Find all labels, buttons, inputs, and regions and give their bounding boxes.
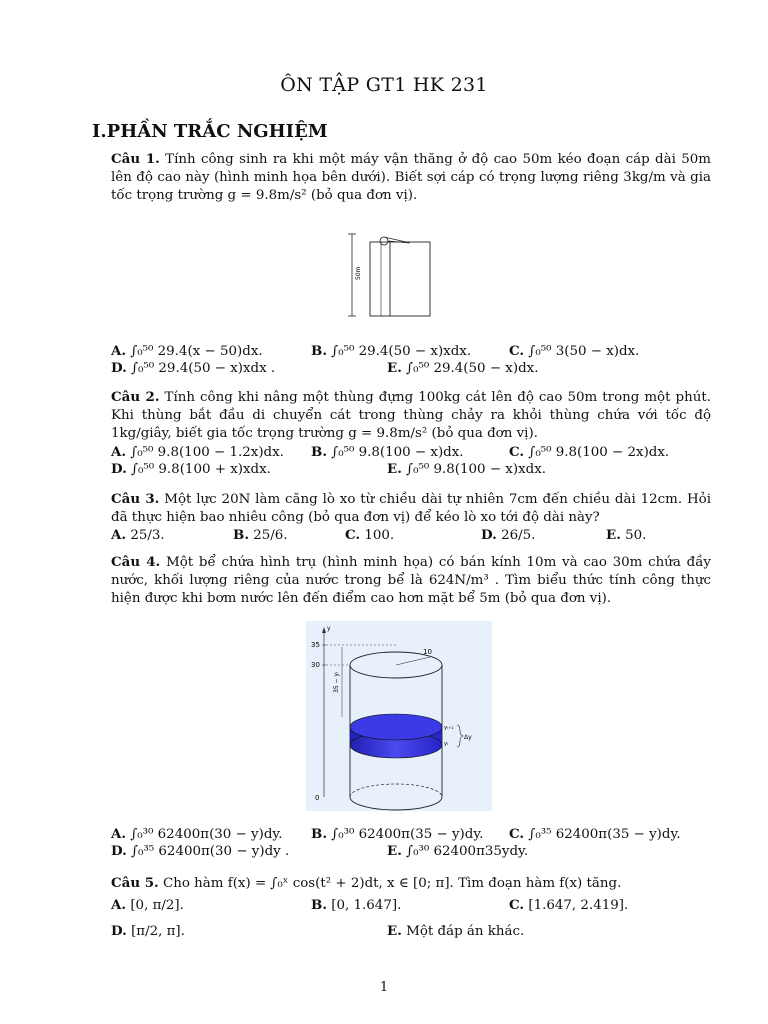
question-1 bbox=[111, 150, 711, 205]
question-label: Câu 1. bbox=[111, 151, 160, 167]
option-d[interactable]: D. 26/5. bbox=[481, 527, 536, 543]
question-4 bbox=[111, 553, 711, 608]
axis-y-label: y bbox=[327, 625, 331, 632]
option-a[interactable]: A. ∫₀⁵⁰ 29.4(x − 50)dx. bbox=[111, 343, 263, 359]
option-b[interactable]: B. ∫₀⁵⁰ 29.4(50 − x)xdx. bbox=[311, 343, 472, 359]
question-2-options bbox=[111, 444, 731, 478]
option-d[interactable]: D. ∫₀⁵⁰ 9.8(100 + x)xdx. bbox=[111, 461, 271, 477]
radius-label: 10 bbox=[423, 648, 432, 656]
question-1-options bbox=[111, 343, 731, 377]
height-label: 50m bbox=[355, 266, 362, 280]
y-i-plus-1-label: yᵢ₊₁ bbox=[444, 725, 454, 731]
question-text: Cho hàm f(x) = ∫₀ˣ cos(t² + 2)dt, x ∈ [0; π]. Tìm đoạn hàm f(x) tăng. bbox=[162, 876, 622, 891]
question-label: Câu 5. bbox=[111, 875, 159, 891]
option-c[interactable]: C. ∫₀³⁵ 62400π(35 − y)dy. bbox=[509, 826, 681, 842]
question-label: Câu 2. bbox=[111, 389, 160, 405]
question-5-options bbox=[111, 897, 731, 940]
option-d[interactable]: D. ∫₀³⁵ 62400π(30 − y)dy . bbox=[111, 843, 290, 859]
question-text: Tính công sinh ra khi một máy vận thăng ở độ cao 50m kéo đoạn cáp dài 50m lên độ cao này (hình minh họa bên dưới). Biết sợi cáp có trọng lượng riêng 3kg/m và gia tốc trọng trường g = 9.8m/s² (bỏ qua đơn vị). bbox=[111, 152, 711, 203]
option-c[interactable]: C. 100. bbox=[345, 527, 395, 543]
option-b[interactable]: B. ∫₀⁵⁰ 9.8(100 − x)dx. bbox=[311, 444, 464, 460]
option-a[interactable]: A. ∫₀⁵⁰ 9.8(100 − 1.2x)dx. bbox=[111, 444, 284, 460]
tick-35: 35 bbox=[311, 641, 320, 649]
tick-30: 30 bbox=[311, 661, 320, 669]
question-4-options bbox=[111, 826, 731, 860]
question-2 bbox=[111, 388, 711, 443]
option-d[interactable]: D. [π/2, π]. bbox=[111, 923, 185, 939]
option-c[interactable]: C. [1.647, 2.419]. bbox=[509, 897, 629, 913]
option-e[interactable]: E. ∫₀³⁰ 62400π35ydy. bbox=[387, 843, 529, 859]
option-e[interactable]: E. Một đáp án khác. bbox=[387, 923, 525, 939]
hoist-cable-diagram bbox=[340, 228, 436, 320]
question-text: Một bể chứa hình trụ (hình minh họa) có bán kính 10m và cao 30m chứa đầy nước, khối lượng riêng của nước trong bể là 624N/m³ . Tìm biểu thức tính công thực hiện được khi bơm nước lên đến điểm cao hơn mặt bể 5m (bỏ qua đơn vị). bbox=[111, 555, 711, 606]
option-b[interactable]: B. ∫₀³⁰ 62400π(35 − y)dy. bbox=[311, 826, 484, 842]
question-3 bbox=[111, 490, 711, 527]
page-title: ÔN TẬP GT1 HK 231 bbox=[280, 74, 488, 96]
y-i-label: yᵢ bbox=[444, 741, 449, 747]
question-label: Câu 3. bbox=[111, 491, 160, 507]
question-5 bbox=[111, 874, 711, 893]
tick-0: 0 bbox=[315, 794, 320, 802]
cylinder-tank-diagram bbox=[306, 621, 492, 811]
option-e[interactable]: E. 50. bbox=[606, 527, 647, 543]
section-heading: I.PHẦN TRẮC NGHIỆM bbox=[92, 121, 328, 142]
option-c[interactable]: C. ∫₀⁵⁰ 9.8(100 − 2x)dx. bbox=[509, 444, 670, 460]
question-3-options bbox=[111, 527, 731, 544]
page-number: 1 bbox=[379, 980, 389, 995]
option-a[interactable]: A. 25/3. bbox=[111, 527, 165, 543]
delta-y-label: Δy bbox=[464, 734, 472, 741]
option-b[interactable]: B. 25/6. bbox=[233, 527, 288, 543]
option-a[interactable]: A. [0, π/2]. bbox=[111, 897, 184, 913]
question-text: Một lực 20N làm căng lò xo từ chiều dài tự nhiên 7cm đến chiều dài 12cm. Hỏi đã thực hiện bao nhiêu công (bỏ qua đơn vị) để kéo lò xo tới độ dài này? bbox=[111, 492, 712, 525]
question-text: Tính công khi nâng một thùng đựng 100kg cát lên độ cao 50m trong một phút. Khi thùng bắt đầu di chuyển cát trong thùng chảy ra khỏi thùng chứa với tốc độ 1kg/giây, biết gia tốc trọng trường g = 9.8m/s² (bỏ qua đơn vị). bbox=[111, 390, 711, 441]
option-c[interactable]: C. ∫₀⁵⁰ 3(50 − x)dx. bbox=[509, 343, 640, 359]
option-e[interactable]: E. ∫₀⁵⁰ 29.4(50 − x)dx. bbox=[387, 360, 539, 376]
option-b[interactable]: B. [0, 1.647]. bbox=[311, 897, 402, 913]
option-e[interactable]: E. ∫₀⁵⁰ 9.8(100 − x)xdx. bbox=[387, 461, 546, 477]
option-d[interactable]: D. ∫₀⁵⁰ 29.4(50 − x)xdx . bbox=[111, 360, 276, 376]
question-label: Câu 4. bbox=[111, 554, 161, 570]
distance-label: 35 − yᵢ bbox=[333, 671, 340, 693]
option-a[interactable]: A. ∫₀³⁰ 62400π(30 − y)dy. bbox=[111, 826, 283, 842]
